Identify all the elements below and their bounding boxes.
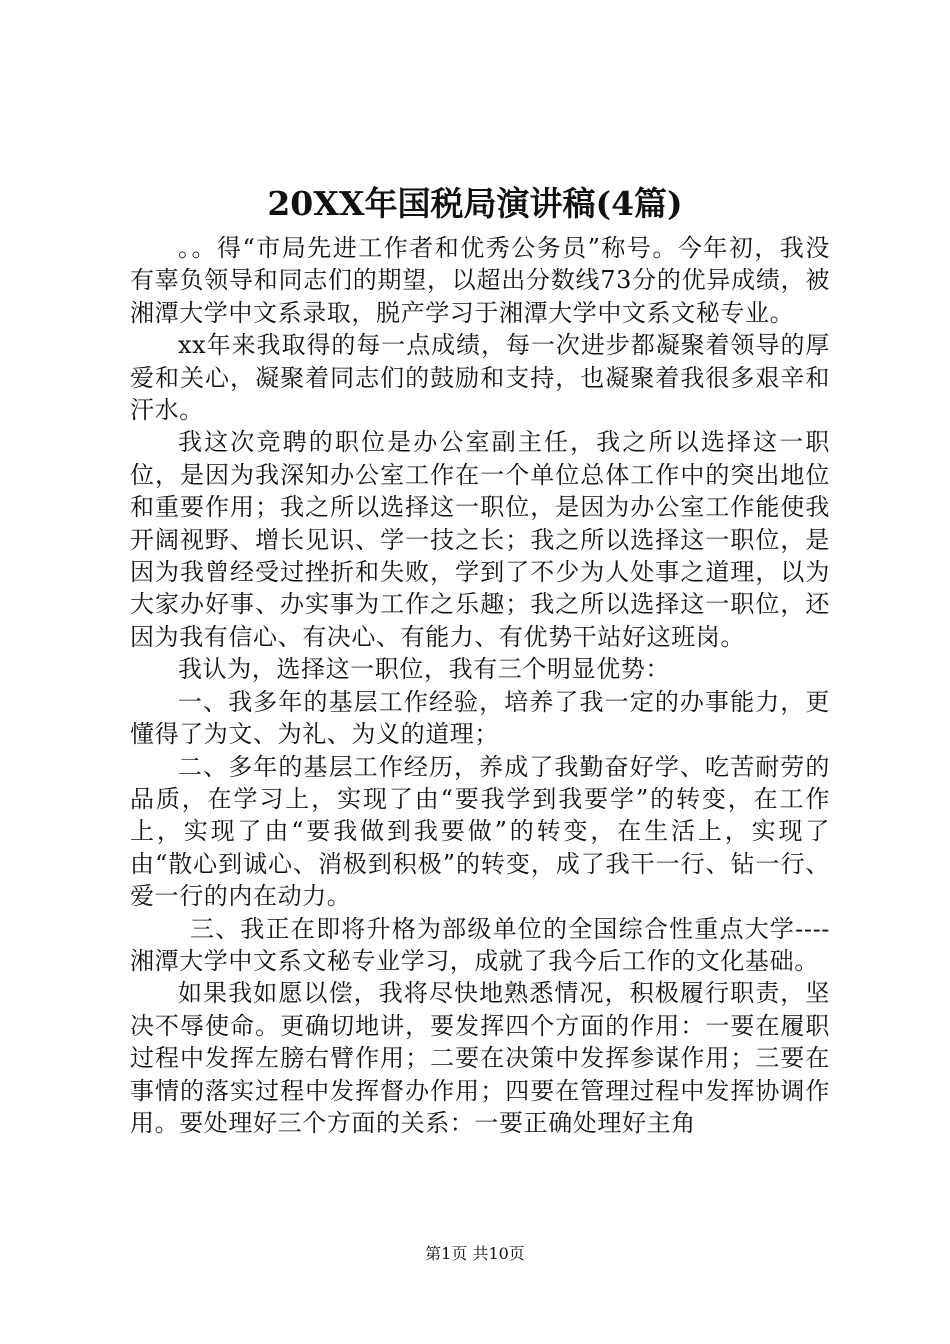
paragraph-1: 。。得“市局先进工作者和优秀公务员”称号。今年初，我没有辜负领导和同志们的期望，以超出分数线73分的优异成绩，被湘潭大学中文系录取，脱产学习于湘潭大学中文系文秘专业。 [130, 234, 830, 327]
paragraph-2: xx年来我取得的每一点成绩，每一次进步都凝聚着领导的厚爱和关心，凝聚着同志们的鼓励和支持，也凝聚着我很多艰辛和汗水。 [130, 331, 830, 425]
paragraph-7: 三、我正在即将升格为部级单位的全国综合性重点大学----湘潭大学中文系文秘专业学习，成就了我今后工作的文化基础。 [130, 914, 830, 975]
document-title: 20XX年国税局演讲稿(4篇) [267, 184, 683, 223]
paragraph-8: 如果我如愿以偿，我将尽快地熟悉情况，积极履行职责，坚决不辱使命。更确切地讲，要发挥四个方面的作用：一要在履职过程中发挥左膀右臂作用；二要在决策中发挥参谋作用；三要在事情的落实过程中发挥督办作用；四要在管理过程中发挥协调作用。要处理好三个方面的关系：一要正确处理好主角 [130, 979, 830, 1137]
paragraph-3: 我这次竞聘的职位是办公室副主任，我之所以选择这一职位，是因为我深知办公室工作在一个单位总体工作中的突出地位和重要作用；我之所以选择这一职位，是因为办公室工作能使我开阔视野、增长见识、学一技之长；我之所以选择这一职位，是因为我曾经受过挫折和失败，学到了不少为人处事之道理，以为大家办好事、办实事为工作之乐趣；我之所以选择这一职位，还因为我有信心、有决心、有能力、有优势干站好这班岗。 [130, 428, 830, 651]
paragraph-6: 二、多年的基层工作经历，养成了我勤奋好学、吃苦耐劳的品质，在学习上，实现了由“要我学到我要学”的转变，在工作上，实现了由“要我做到我要做”的转变，在生活上，实现了由“散心到诚心、消极到积极”的转变，成了我干一行、钻一行、爱一行的内在动力。 [130, 752, 830, 911]
document-body [130, 232, 830, 1139]
paragraph-4: 我认为，选择这一职位，我有三个明显优势： [178, 655, 670, 684]
paragraph-5: 一、我多年的基层工作经验，培养了我一定的办事能力，更懂得了为文、为礼、为义的道理； [130, 687, 830, 749]
page-footer: 第1页 共10页 [425, 1244, 525, 1263]
